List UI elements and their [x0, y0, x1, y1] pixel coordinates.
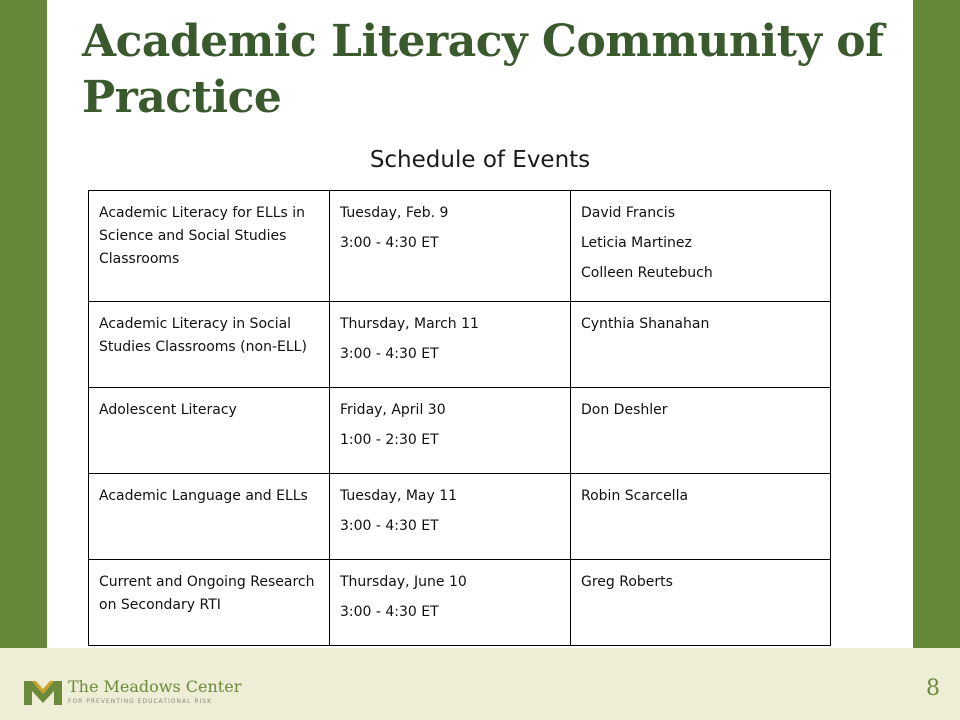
presenter-cell	[571, 560, 831, 646]
event-date: Tuesday, Feb. 9	[340, 205, 449, 221]
event-time: 1:00 - 2:30 ET	[340, 432, 439, 448]
topic-cell: Academic Literacy for ELLs in Science and Social Studies Classrooms	[89, 191, 330, 302]
date-time-cell	[330, 560, 571, 646]
event-time: 3:00 - 4:30 ET	[340, 518, 439, 534]
date-time-cell	[330, 388, 571, 474]
event-date: Friday, April 30	[340, 402, 446, 418]
presenter-name: David Francis	[581, 205, 675, 221]
table-row	[89, 302, 831, 388]
presenter-name: Greg Roberts	[581, 574, 673, 590]
page-number: 8	[926, 676, 940, 701]
presenter-cell	[571, 474, 831, 560]
presenter-name: Colleen Reutebuch	[581, 265, 713, 281]
event-date: Thursday, March 11	[340, 316, 479, 332]
meadows-center-logo	[24, 675, 244, 711]
logo-name: The Meadows Center	[68, 677, 242, 696]
left-green-band	[0, 0, 47, 648]
presenter-cell	[571, 191, 831, 302]
date-time-cell	[330, 474, 571, 560]
slide-subtitle: Schedule of Events	[369, 147, 591, 173]
event-time: 3:00 - 4:30 ET	[340, 235, 439, 251]
presenter-name: Cynthia Shanahan	[581, 316, 710, 332]
event-time: 3:00 - 4:30 ET	[340, 346, 439, 362]
event-time: 3:00 - 4:30 ET	[340, 604, 439, 620]
date-time-cell	[330, 302, 571, 388]
topic-cell: Academic Literacy in Social Studies Classrooms (non-ELL)	[89, 302, 330, 388]
topic-cell: Academic Language and ELLs	[89, 474, 330, 560]
table-row	[89, 388, 831, 474]
event-date: Tuesday, May 11	[340, 488, 458, 504]
presenter-name: Don Deshler	[581, 402, 668, 418]
event-date: Thursday, June 10	[340, 574, 467, 590]
topic-cell: Adolescent Literacy	[89, 388, 330, 474]
presenter-name: Robin Scarcella	[581, 488, 689, 504]
logo-tagline: FOR PREVENTING EDUCATIONAL RISK	[68, 698, 213, 705]
presenter-name: Leticia Martinez	[581, 235, 692, 251]
schedule-table	[88, 190, 831, 646]
table-row	[89, 191, 831, 302]
right-green-band	[913, 0, 960, 648]
date-time-cell	[330, 191, 571, 302]
table-row	[89, 560, 831, 646]
meadows-m-logo-icon	[24, 679, 62, 705]
presenter-cell	[571, 388, 831, 474]
topic-cell: Current and Ongoing Research on Secondary RTI	[89, 560, 330, 646]
slide-title: Academic Literacy Community of Practice	[82, 16, 884, 123]
table-row	[89, 474, 831, 560]
presenter-cell	[571, 302, 831, 388]
